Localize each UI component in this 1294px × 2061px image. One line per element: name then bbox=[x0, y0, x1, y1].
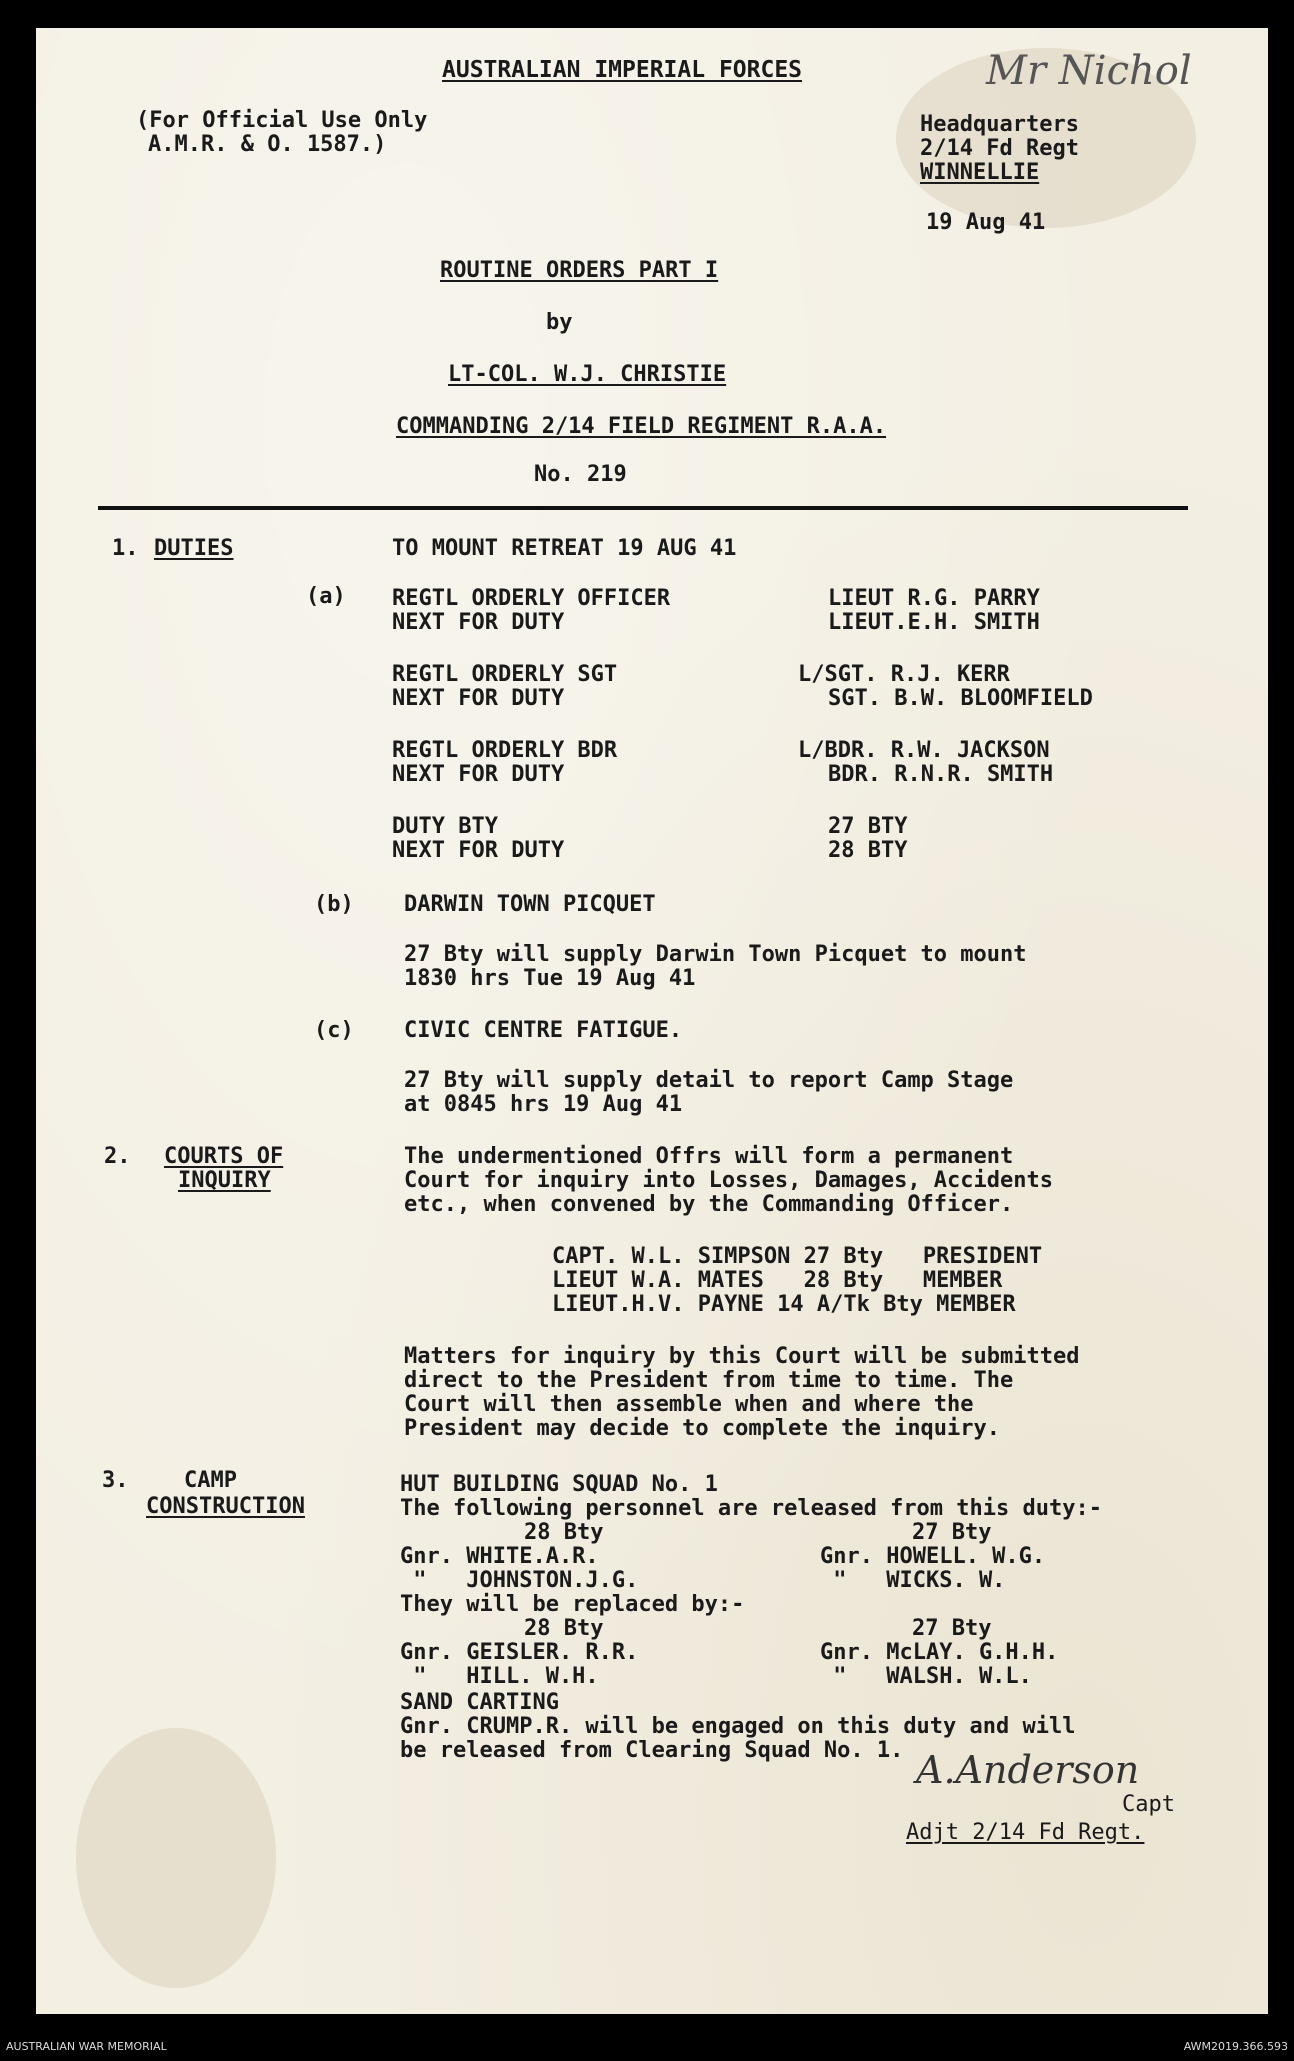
footer-archive-name: AUSTRALIAN WAR MEMORIAL bbox=[6, 2040, 167, 2053]
divider-line bbox=[98, 506, 1188, 510]
duty-name: LIEUT R.G. PARRY bbox=[828, 586, 1040, 611]
subsection-heading: DARWIN TOWN PICQUET bbox=[404, 892, 656, 917]
body-text: Matters for inquiry by this Court will be submitted bbox=[404, 1344, 1080, 1369]
duty-name: BDR. R.N.R. SMITH bbox=[828, 762, 1054, 787]
official-reference-line: A.M.R. & O. 1587.) bbox=[148, 132, 387, 157]
personnel-entry: Gnr. McLAY. G.H.H. bbox=[820, 1640, 1059, 1665]
orders-officer: LT-COL. W.J. CHRISTIE bbox=[448, 362, 727, 387]
court-member: LIEUT W.A. MATES 28 Bty MEMBER bbox=[552, 1268, 1003, 1293]
body-text: Court will then assemble when and where the bbox=[404, 1392, 974, 1417]
signature-rank: Capt bbox=[1122, 1792, 1175, 1817]
duty-name: L/BDR. R.W. JACKSON bbox=[798, 738, 1050, 763]
body-text: The following personnel are released from this duty:- bbox=[400, 1496, 1102, 1521]
body-text: 27 Bty will supply detail to report Camp Stage bbox=[404, 1068, 1014, 1093]
body-text: The undermentioned Offrs will form a permanent bbox=[404, 1144, 1014, 1169]
battery-label: 27 Bty bbox=[912, 1520, 992, 1545]
subsection-label: (a) bbox=[306, 584, 346, 609]
squad-heading: HUT BUILDING SQUAD No. 1 bbox=[400, 1472, 718, 1497]
personnel-entry: Gnr. WHITE.A.R. bbox=[400, 1544, 599, 1569]
court-member: LIEUT.H.V. PAYNE 14 A/Tk Bty MEMBER bbox=[552, 1292, 1016, 1317]
body-text: 27 Bty will supply Darwin Town Picquet to mount bbox=[404, 942, 1027, 967]
body-text: Court for inquiry into Losses, Damages, Accidents bbox=[404, 1168, 1054, 1193]
body-text: 1830 hrs Tue 19 Aug 41 bbox=[404, 966, 696, 991]
section-heading-duties: DUTIES bbox=[154, 536, 234, 561]
hq-unit-line: 2/14 Fd Regt bbox=[920, 136, 1079, 161]
document-date: 19 Aug 41 bbox=[926, 210, 1046, 235]
document-title: AUSTRALIAN IMPERIAL FORCES bbox=[442, 57, 803, 83]
section-heading-construction: CONSTRUCTION bbox=[146, 1494, 305, 1519]
orders-number: No. 219 bbox=[534, 462, 627, 487]
hq-line: Headquarters bbox=[920, 112, 1079, 137]
body-text: Gnr. CRUMP.R. will be engaged on this duty and will bbox=[400, 1714, 1076, 1739]
section-number: 1. bbox=[112, 536, 139, 561]
body-text: President may decide to complete the inquiry. bbox=[404, 1416, 1001, 1441]
battery-label: 28 Bty bbox=[524, 1616, 604, 1641]
section-number: 2. bbox=[104, 1144, 131, 1169]
battery-label: 27 Bty bbox=[912, 1616, 992, 1641]
personnel-entry: Gnr. GEISLER. R.R. bbox=[400, 1640, 639, 1665]
orders-by: by bbox=[546, 310, 573, 335]
section-heading-inquiry: INQUIRY bbox=[178, 1168, 271, 1193]
hq-location-line: WINNELLIE bbox=[920, 160, 1040, 185]
orders-title: ROUTINE ORDERS PART I bbox=[440, 258, 719, 283]
duty-name: L/SGT. R.J. KERR bbox=[798, 662, 1010, 687]
duty-role: DUTY BTY bbox=[392, 814, 498, 839]
document-page bbox=[36, 28, 1268, 2014]
personnel-entry: " JOHNSTON.J.G. bbox=[400, 1568, 639, 1593]
section-heading-camp: CAMP bbox=[184, 1468, 237, 1493]
footer-archive-id: AWM2019.366.593 bbox=[1183, 2040, 1288, 2053]
section-heading-courts: COURTS OF bbox=[164, 1144, 284, 1169]
body-text: at 0845 hrs 19 Aug 41 bbox=[404, 1092, 683, 1117]
signature: A.Anderson bbox=[916, 1748, 1140, 1792]
duty-role: REGTL ORDERLY OFFICER bbox=[392, 586, 671, 611]
paper-stain bbox=[76, 1728, 276, 1988]
body-text: be released from Clearing Squad No. 1. bbox=[400, 1738, 904, 1763]
duty-role: REGTL ORDERLY SGT bbox=[392, 662, 618, 687]
personnel-entry: " WALSH. W.L. bbox=[820, 1664, 1032, 1689]
duty-role: NEXT FOR DUTY bbox=[392, 686, 565, 711]
court-member: CAPT. W.L. SIMPSON 27 Bty PRESIDENT bbox=[552, 1244, 1043, 1269]
duty-name: 28 BTY bbox=[828, 838, 908, 863]
duties-intro: TO MOUNT RETREAT 19 AUG 41 bbox=[392, 536, 737, 561]
duty-role: NEXT FOR DUTY bbox=[392, 838, 565, 863]
duty-role: NEXT FOR DUTY bbox=[392, 610, 565, 635]
duty-role: REGTL ORDERLY BDR bbox=[392, 738, 618, 763]
personnel-entry: Gnr. HOWELL. W.G. bbox=[820, 1544, 1046, 1569]
subsection-heading: SAND CARTING bbox=[400, 1690, 559, 1715]
official-use-line: (For Official Use Only bbox=[136, 108, 428, 133]
section-number: 3. bbox=[102, 1468, 129, 1493]
body-text: etc., when convened by the Commanding Officer. bbox=[404, 1192, 1014, 1217]
orders-command: COMMANDING 2/14 FIELD REGIMENT R.A.A. bbox=[396, 414, 887, 439]
duty-name: LIEUT.E.H. SMITH bbox=[828, 610, 1040, 635]
duty-name: SGT. B.W. BLOOMFIELD bbox=[828, 686, 1093, 711]
duty-role: NEXT FOR DUTY bbox=[392, 762, 565, 787]
body-text: direct to the President from time to time. The bbox=[404, 1368, 1014, 1393]
personnel-entry: " WICKS. W. bbox=[820, 1568, 1006, 1593]
signature-title: Adjt 2/14 Fd Regt. bbox=[906, 1820, 1145, 1845]
subsection-heading: CIVIC CENTRE FATIGUE. bbox=[404, 1018, 683, 1043]
handwritten-name: Mr Nichol bbox=[986, 48, 1192, 94]
battery-label: 28 Bty bbox=[524, 1520, 604, 1545]
body-text: They will be replaced by:- bbox=[400, 1592, 745, 1617]
duty-name: 27 BTY bbox=[828, 814, 908, 839]
subsection-label: (b) bbox=[314, 892, 354, 917]
subsection-label: (c) bbox=[314, 1018, 354, 1043]
personnel-entry: " HILL. W.H. bbox=[400, 1664, 599, 1689]
